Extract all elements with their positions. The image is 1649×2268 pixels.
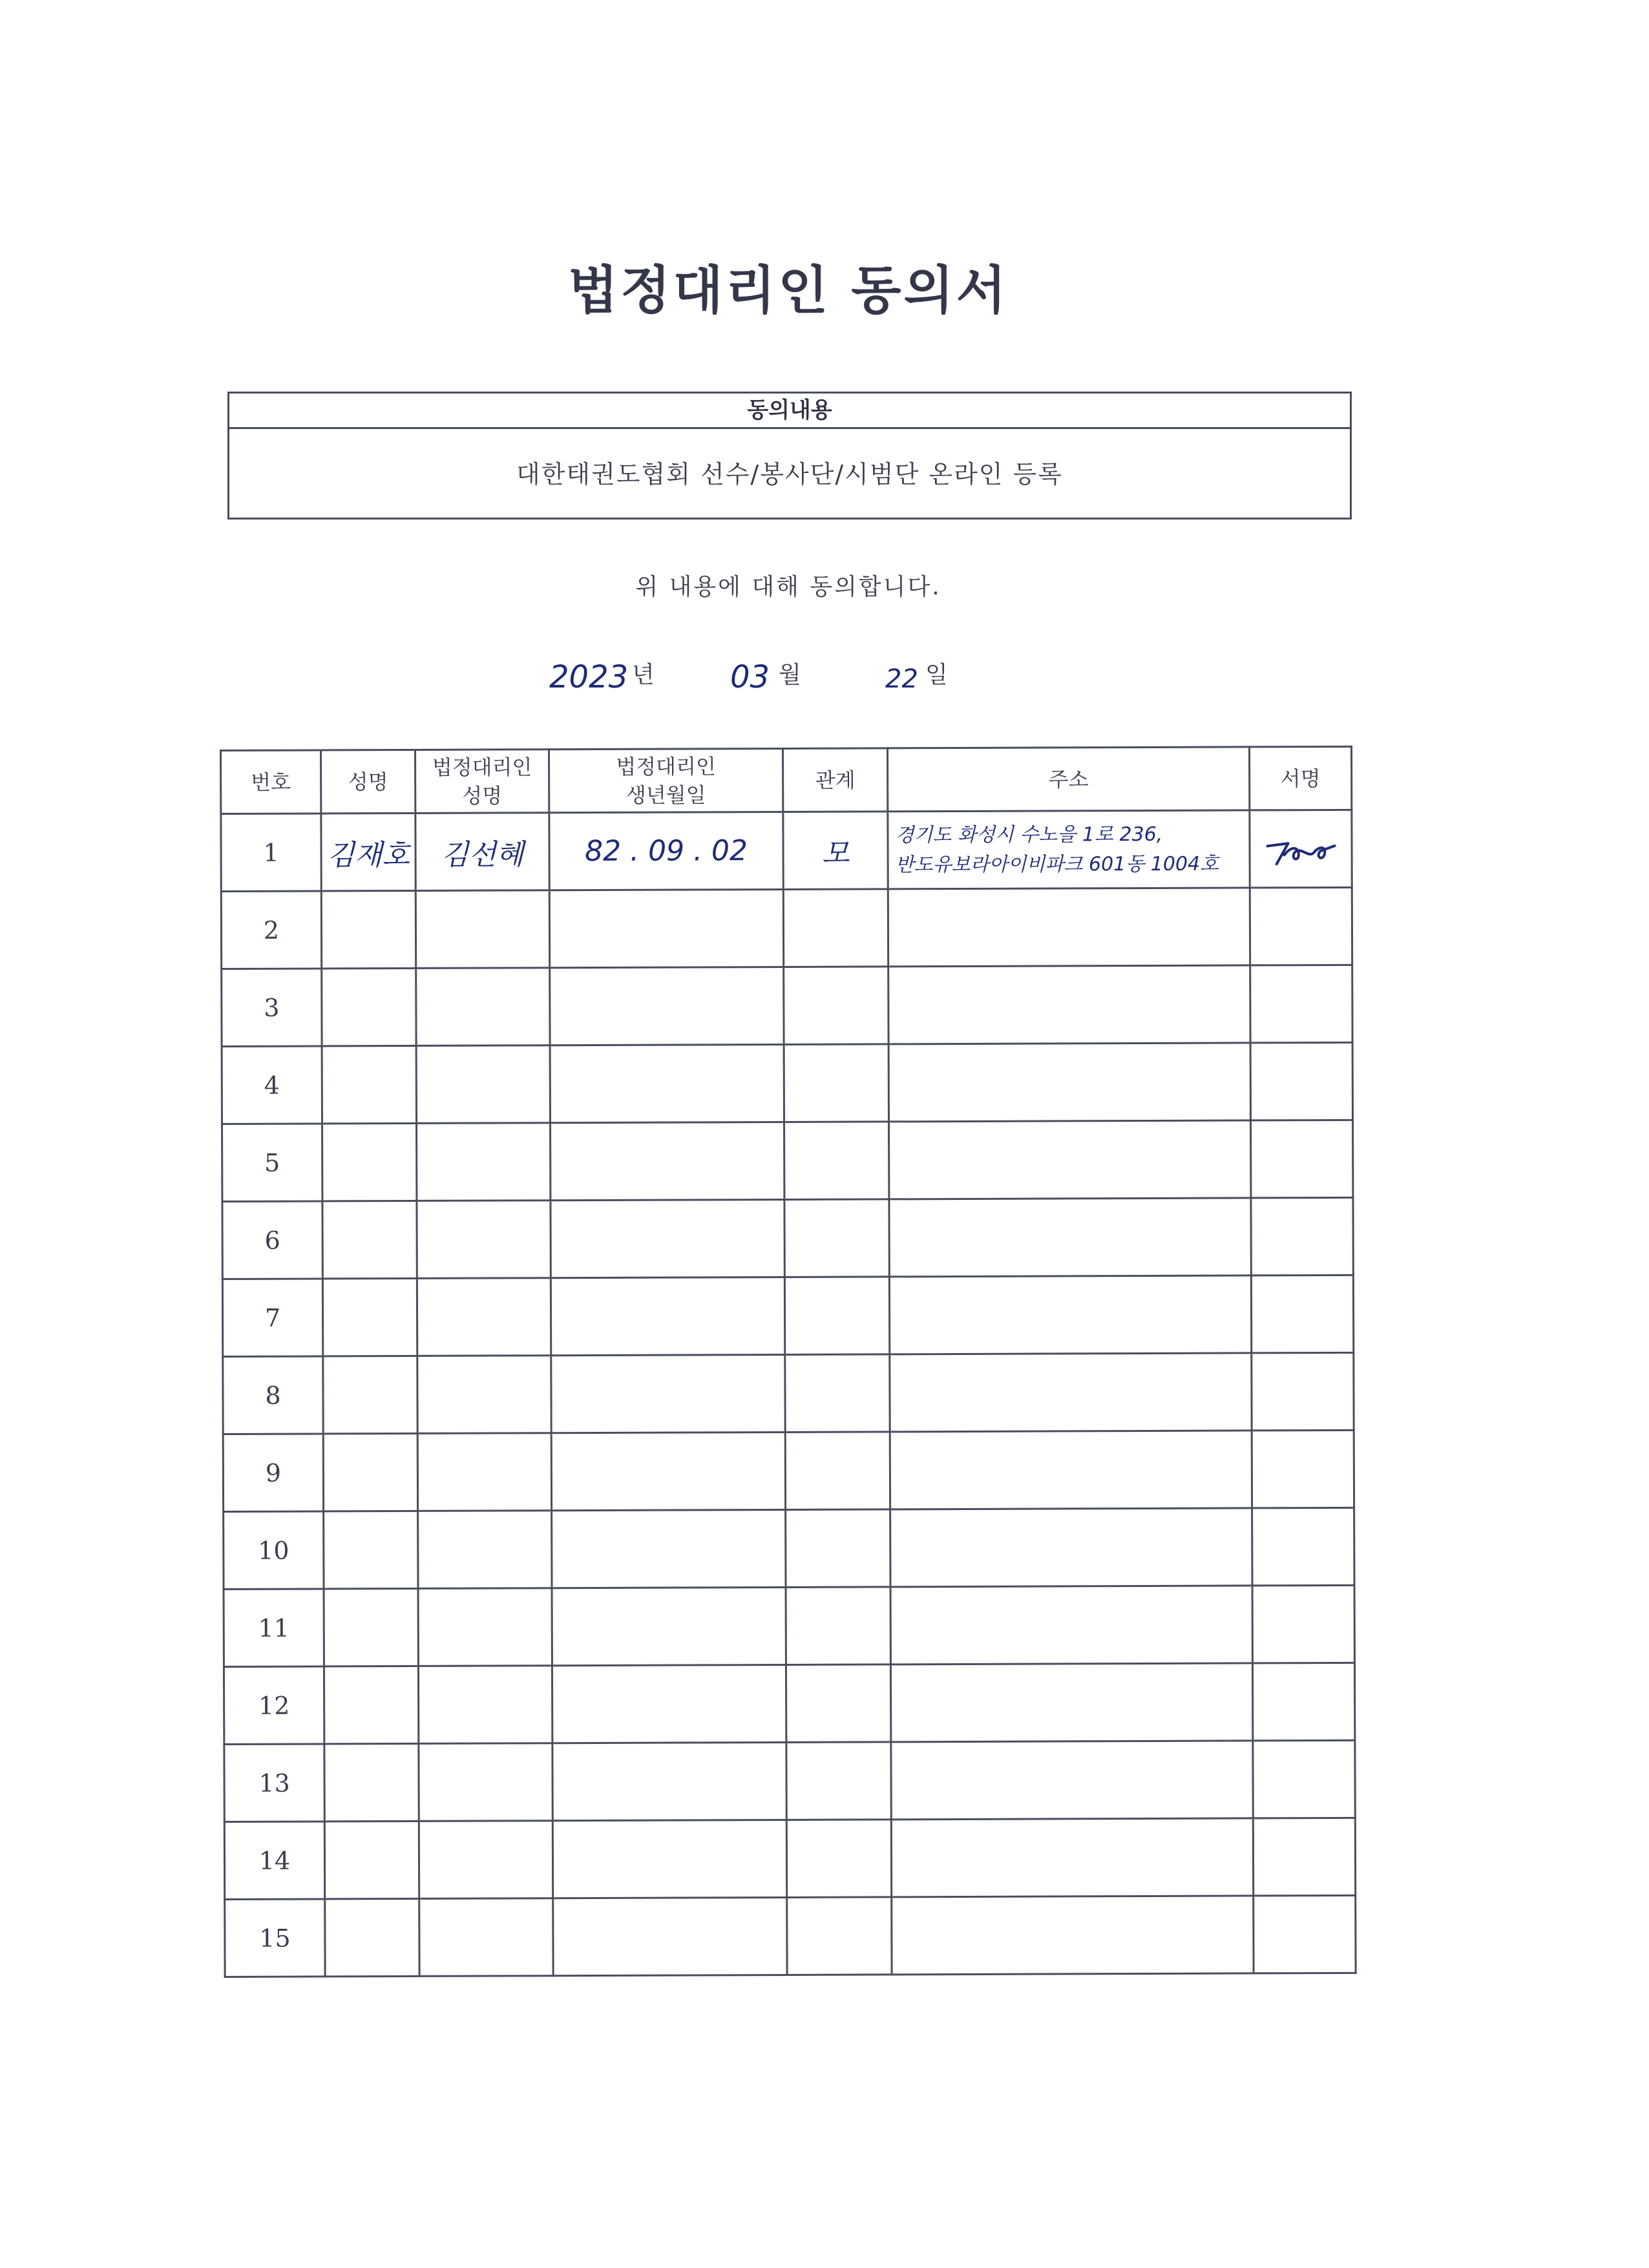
cell-relation: [785, 1354, 890, 1433]
cell-relation: [784, 1277, 889, 1355]
cell-address: [892, 1896, 1254, 1975]
cell-signature: [1252, 1430, 1354, 1508]
agree-statement: 위 내용에 대해 동의합니다.: [635, 574, 941, 600]
cell-address: [888, 965, 1250, 1044]
cell-guardian-name: [417, 1356, 551, 1434]
table-row: [222, 1042, 1352, 1124]
table-row: [222, 1275, 1353, 1356]
cell-signature: [1252, 1663, 1354, 1741]
cell-guardian-birth: [550, 967, 784, 1045]
cell-name: [321, 890, 415, 969]
signature-scribble: [1262, 826, 1339, 871]
col-header-relation: 관계: [782, 748, 887, 812]
table-row: [224, 1740, 1355, 1822]
cell-guardian-birth: [551, 1122, 784, 1200]
date-day-unit: 일: [925, 662, 948, 688]
cell-address: [889, 1198, 1251, 1277]
table-row: [222, 1120, 1353, 1201]
cell-signature: [1252, 1585, 1354, 1663]
table-row: [224, 1585, 1354, 1666]
cell-signature: [1251, 1275, 1353, 1353]
consent-box: [227, 392, 1352, 520]
date-line: [0, 653, 1649, 704]
cell-address: [890, 1431, 1252, 1509]
cell-guardian-birth: [551, 1199, 784, 1277]
cell-address: [888, 888, 1250, 967]
cell-signature: [1251, 1120, 1353, 1198]
consent-text: 대한태권도협회 선수/봉사단/시범단 온라인 등록: [516, 460, 1063, 488]
cell-guardian-name: [417, 1201, 551, 1279]
cell-relation: [784, 1122, 889, 1200]
cell-relation: [787, 1897, 892, 1975]
row-number: 14: [224, 1822, 324, 1900]
cell-guardian-name: [418, 1588, 552, 1666]
cell-address: [890, 1353, 1252, 1432]
cell-name: [324, 1821, 419, 1899]
cell-guardian-birth: [552, 1587, 786, 1665]
cell-guardian-birth: [549, 812, 783, 890]
document-title: 법정대리인 동의서: [567, 260, 1009, 320]
col-header-signature: 서명: [1249, 746, 1351, 810]
cell-name: [324, 1511, 418, 1589]
table-row: [222, 1197, 1353, 1279]
cell-guardian-birth: [553, 1897, 787, 1975]
cell-signature: [1250, 965, 1352, 1043]
cell-address: [890, 1508, 1252, 1587]
cell-signature: [1250, 1042, 1352, 1120]
cell-guardian-name: [417, 1278, 551, 1356]
cell-relation: [784, 1199, 889, 1277]
col-header-guardian-birth: 법정대리인 생년월일: [549, 748, 783, 812]
handwritten-address-line2: 반도유보라아이비파크 601동 1004호: [895, 852, 1219, 876]
cell-signature: [1251, 1197, 1353, 1276]
cell-guardian-birth: [549, 889, 783, 967]
cell-guardian-name: [415, 890, 549, 969]
row-number: 5: [222, 1124, 322, 1202]
cell-guardian-birth: [552, 1742, 786, 1820]
cell-guardian-name: [418, 1666, 552, 1744]
cell-guardian-name: [418, 1511, 552, 1589]
cell-signature: [1253, 1740, 1355, 1818]
cell-guardian-birth: [551, 1354, 785, 1433]
cell-name: [325, 1898, 419, 1977]
col-header-guardian-name: 법정대리인 성명: [415, 750, 549, 814]
cell-name: [323, 1433, 417, 1511]
handwritten-relation: 모: [821, 837, 850, 870]
date-year: 2023: [549, 659, 629, 695]
cell-guardian-name: [417, 1123, 551, 1201]
cell-signature: [1252, 1507, 1354, 1586]
cell-relation: [783, 812, 888, 890]
cell-name: [322, 1278, 417, 1356]
cell-address: [890, 1663, 1252, 1742]
row-number: 6: [222, 1201, 322, 1279]
cell-signature: [1254, 1895, 1356, 1973]
cell-name: [324, 1743, 419, 1822]
cell-guardian-birth: [552, 1820, 786, 1898]
row-number: 4: [222, 1046, 322, 1124]
table-row: [225, 1895, 1356, 1977]
handwritten-address-line1: 경기도 화성시 수노을 1로 236,: [895, 823, 1163, 846]
table-row: [221, 810, 1352, 891]
registration-table: [220, 746, 1357, 1978]
cell-name: [324, 1666, 418, 1744]
handwritten-guardian-birth: 82 . 09 . 02: [585, 834, 748, 868]
cell-name: [322, 1123, 417, 1201]
cell-guardian-birth: [550, 1044, 784, 1122]
cell-guardian-birth: [552, 1664, 786, 1743]
date-day: 22: [885, 664, 918, 694]
cell-signature: [1250, 810, 1352, 888]
cell-relation: [784, 1044, 888, 1122]
cell-guardian-name: [416, 1045, 550, 1124]
cell-name: [324, 1588, 418, 1666]
table-row: [224, 1818, 1355, 1899]
row-number: 11: [224, 1589, 324, 1667]
cell-name: [321, 813, 415, 891]
cell-address: [888, 1043, 1250, 1122]
date-year-unit: 년: [632, 662, 655, 688]
cell-guardian-name: [417, 1433, 551, 1511]
table-row: [222, 965, 1352, 1046]
row-number: 7: [222, 1279, 322, 1357]
table-row: [224, 1663, 1354, 1744]
cell-address: [891, 1741, 1253, 1820]
table-header-row: [221, 746, 1352, 814]
table-row: [221, 887, 1352, 969]
date-month-unit: 월: [779, 662, 801, 688]
cell-guardian-name: [419, 1898, 553, 1977]
row-number: 13: [224, 1744, 324, 1822]
cell-address: [890, 1586, 1252, 1664]
consent-header: 동의내용: [229, 394, 1350, 429]
col-header-name: 성명: [321, 750, 415, 814]
col-header-address: 주소: [887, 747, 1249, 812]
cell-relation: [786, 1664, 890, 1743]
cell-relation: [786, 1587, 890, 1665]
cell-name: [322, 1201, 417, 1279]
cell-signature: [1250, 887, 1352, 965]
cell-address: [889, 1276, 1251, 1354]
row-number: 15: [225, 1899, 325, 1977]
handwritten-name: 김재호: [327, 838, 410, 872]
handwritten-guardian-name: 김선혜: [441, 837, 524, 872]
cell-name: [322, 968, 416, 1046]
row-number: 12: [224, 1666, 324, 1745]
cell-guardian-name: [416, 968, 550, 1046]
row-number: 9: [223, 1434, 323, 1512]
cell-relation: [786, 1742, 891, 1820]
cell-guardian-birth: [551, 1432, 785, 1510]
cell-address: [889, 1120, 1251, 1199]
date-month: 03: [730, 659, 770, 695]
cell-relation: [783, 889, 888, 967]
cell-address: [888, 810, 1250, 889]
cell-name: [322, 1045, 416, 1124]
cell-guardian-name: [419, 1743, 552, 1822]
table-row: [223, 1430, 1354, 1511]
cell-name: [323, 1356, 417, 1434]
cell-signature: [1253, 1818, 1355, 1896]
row-number: 10: [224, 1511, 324, 1590]
cell-guardian-birth: [552, 1509, 786, 1588]
cell-relation: [784, 967, 888, 1045]
cell-signature: [1252, 1352, 1354, 1431]
cell-relation: [785, 1432, 890, 1510]
row-number: 8: [223, 1356, 323, 1434]
cell-relation: [786, 1509, 890, 1588]
cell-guardian-birth: [551, 1277, 784, 1355]
col-header-number: 번호: [221, 750, 321, 814]
cell-address: [891, 1818, 1253, 1897]
row-number: 2: [221, 891, 321, 969]
table-row: [223, 1352, 1354, 1434]
table-row: [224, 1507, 1354, 1589]
row-number: 3: [222, 969, 322, 1047]
cell-relation: [786, 1820, 891, 1898]
cell-guardian-name: [415, 813, 549, 891]
cell-guardian-name: [419, 1821, 552, 1899]
row-number: 1: [221, 814, 321, 892]
